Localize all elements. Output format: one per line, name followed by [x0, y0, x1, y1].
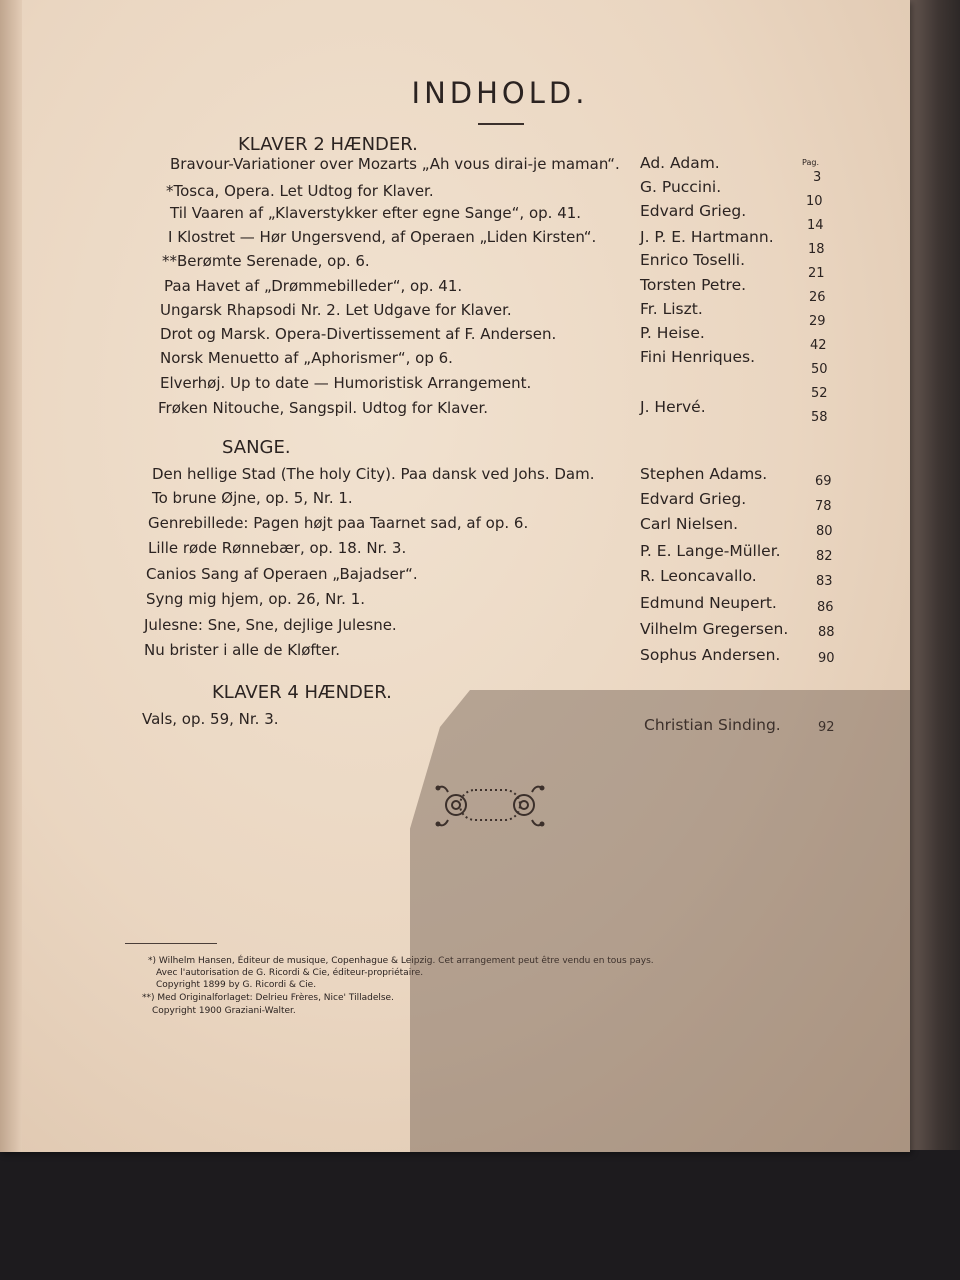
entry-composer: G. Puccini. — [640, 178, 722, 196]
decorative-ornament-icon — [430, 782, 550, 830]
entry-title: Ungarsk Rhapsodi Nr. 2. Let Udgave for Klaver. — [160, 301, 512, 319]
footnote: Copyright 1900 Graziani-Walter. — [152, 1006, 296, 1016]
section-heading-songs: SANGE. — [222, 437, 291, 458]
entry-page: 50 — [811, 362, 828, 377]
footnote: Avec l'autorisation de G. Ricordi & Cie, éditeur-propriétaire. — [156, 968, 424, 978]
entry-page: 3 — [813, 170, 822, 185]
entry-page: 90 — [818, 651, 835, 666]
entry-composer: Fr. Liszt. — [640, 300, 703, 318]
entry-title: Canios Sang af Operaen „Bajadser“. — [146, 565, 418, 583]
entry-title: Den hellige Stad (The holy City). Paa dansk ved Johs. Dam. — [152, 465, 595, 483]
entry-title: Bravour-Variationer over Mozarts „Ah vous dirai-je maman“. — [170, 155, 620, 173]
entry-title: **Berømte Serenade, op. 6. — [162, 252, 370, 270]
entry-title: Nu brister i alle de Kløfter. — [144, 641, 341, 659]
section-heading-piano-2-hands: KLAVER 2 HÆNDER. — [238, 134, 418, 155]
entry-composer: Edvard Grieg. — [640, 490, 747, 508]
entry-title: To brune Øjne, op. 5, Nr. 1. — [152, 489, 353, 507]
entry-page: 88 — [818, 625, 835, 640]
entry-title: Julesne: Sne, Sne, dejlige Julesne. — [144, 616, 397, 634]
entry-composer: Torsten Petre. — [640, 276, 747, 294]
hand-shadow — [410, 690, 910, 1152]
entry-page: 42 — [810, 338, 827, 353]
footnote-rule — [125, 943, 217, 944]
entry-page: 18 — [808, 242, 825, 257]
entry-title: Drot og Marsk. Opera-Divertissement af F. Andersen. — [160, 325, 557, 343]
entry-composer: Christian Sinding. — [644, 716, 781, 734]
entry-page: 10 — [806, 194, 823, 209]
footnote: *) Wilhelm Hansen, Éditeur de musique, Copenhague & Leipzig. Cet arrangement peut être vendu en tous pays. — [148, 956, 654, 966]
entry-title: Paa Havet af „Drømmebilleder“, op. 41. — [164, 277, 463, 295]
entry-composer: Edvard Grieg. — [640, 202, 747, 220]
footnote: **) Med Originalforlaget: Delrieu Frères, Nice' Tilladelse. — [142, 993, 394, 1003]
entry-composer: Ad. Adam. — [640, 154, 720, 172]
entry-composer: J. P. E. Hartmann. — [640, 228, 774, 246]
entry-page: 14 — [807, 218, 824, 233]
footnote: Copyright 1899 by G. Ricordi & Cie. — [156, 980, 317, 990]
entry-composer: Stephen Adams. — [640, 465, 768, 483]
entry-page: 29 — [809, 314, 826, 329]
page-gutter — [0, 0, 22, 1152]
entry-page: 58 — [811, 410, 828, 425]
entry-composer: J. Hervé. — [640, 398, 706, 416]
entry-page: 82 — [816, 549, 833, 564]
entry-page: 21 — [808, 266, 825, 281]
entry-composer: Vilhelm Gregersen. — [640, 620, 789, 638]
entry-page: 83 — [816, 574, 833, 589]
entry-composer: Carl Nielsen. — [640, 515, 739, 533]
entry-composer: P. E. Lange-Müller. — [640, 542, 781, 560]
section-heading-piano-4-hands: KLAVER 4 HÆNDER. — [212, 682, 392, 703]
entry-title: Til Vaaren af „Klaverstykker efter egne Sange“, op. 41. — [170, 204, 582, 222]
entry-title: Norsk Menuetto af „Aphorismer“, op 6. — [160, 349, 453, 367]
entry-title: I Klostret — Hør Ungersvend, af Operaen „Liden Kirsten“. — [168, 228, 597, 246]
entry-composer: P. Heise. — [640, 324, 705, 342]
entry-title: Frøken Nitouche, Sangspil. Udtog for Klaver. — [158, 399, 489, 417]
entry-title: Syng mig hjem, op. 26, Nr. 1. — [146, 590, 366, 608]
entry-composer: Edmund Neupert. — [640, 594, 777, 612]
entry-page: 80 — [816, 524, 833, 539]
entry-page: 86 — [817, 600, 834, 615]
entry-page: 26 — [809, 290, 826, 305]
entry-title: Lille røde Rønnebær, op. 18. Nr. 3. — [148, 539, 407, 557]
entry-page: 78 — [815, 499, 832, 514]
entry-composer: Fini Henriques. — [640, 348, 756, 366]
next-page-edge — [905, 0, 960, 1150]
entry-title: *Tosca, Opera. Let Udtog for Klaver. — [166, 182, 434, 200]
entry-composer: Enrico Toselli. — [640, 251, 746, 269]
page-title: INDHOLD. — [411, 76, 589, 110]
entry-page: 92 — [818, 720, 835, 735]
entry-title: Vals, op. 59, Nr. 3. — [142, 710, 279, 728]
background-surface — [0, 1150, 960, 1280]
entry-page: 52 — [811, 386, 828, 401]
pag-label: Pag. — [802, 158, 819, 167]
entry-title: Elverhøj. Up to date — Humoristisk Arrangement. — [160, 374, 532, 392]
entry-composer: R. Leoncavallo. — [640, 567, 757, 585]
title-rule — [478, 123, 524, 125]
entry-composer: Sophus Andersen. — [640, 646, 781, 664]
entry-page: 69 — [815, 474, 832, 489]
entry-title: Genrebillede: Pagen højt paa Taarnet sad, af op. 6. — [148, 514, 529, 532]
